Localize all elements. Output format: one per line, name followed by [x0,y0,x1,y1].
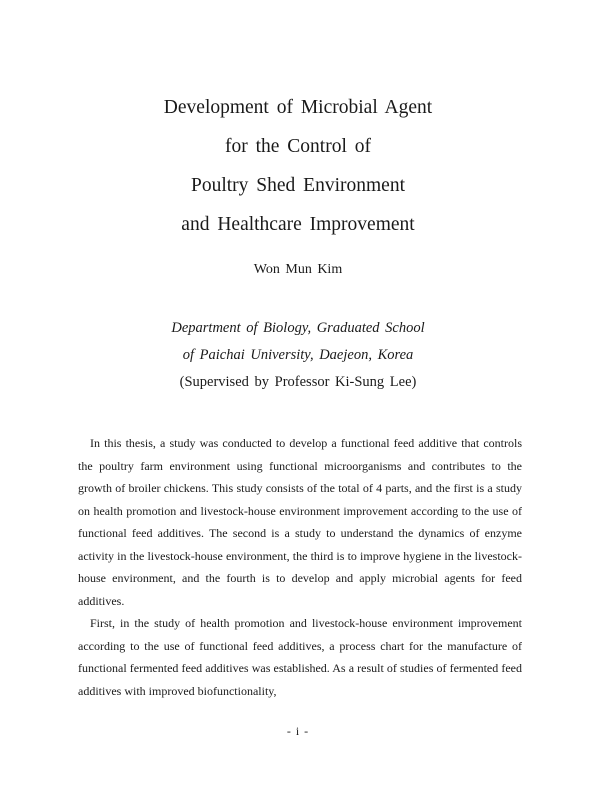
title-line: Development of Microbial Agent [163,97,433,118]
title-line: and Healthcare Improvement [181,214,415,235]
title-line: for the Control of [224,136,371,157]
affiliation-block [0,315,596,396]
author-name: Won Mun Kim [253,262,343,277]
supervisor-note: (Supervised by Professor Ki-Sung Lee) [179,374,417,390]
thesis-title [0,88,596,244]
title-line: Poultry Shed Environment [191,175,405,196]
abstract-body [78,432,522,702]
abstract-paragraph: In this thesis, a study was conducted to develop a functional feed additive that controls the poultry farm environment using functional microorganisms and contributes to the growth of broiler chickens. This study consists of the total of 4 parts, and the first is a study on health promotion and livestock-house environment improvement according to the use of functional feed additives. The second is a study to understand the dynamics of enzyme activity in the livestock-house environment, the third is to improve hygiene in the livestock-house environment, and the fourth is to develop and apply microbial agents for feed additives. [78,436,522,608]
affiliation-university: of Paichai University, Daejeon, Korea [182,347,414,363]
page-number: - i - [286,724,310,738]
abstract-paragraph: First, in the study of health promotion and livestock-house environment improvement according to the use of functional feed additives, a process chart for the manufacture of functional fermented feed additives was established. As a result of studies of fermented feed additives with improved biofunctionality, [78,616,522,698]
affiliation-department: Department of Biology, Graduated School [171,320,425,336]
